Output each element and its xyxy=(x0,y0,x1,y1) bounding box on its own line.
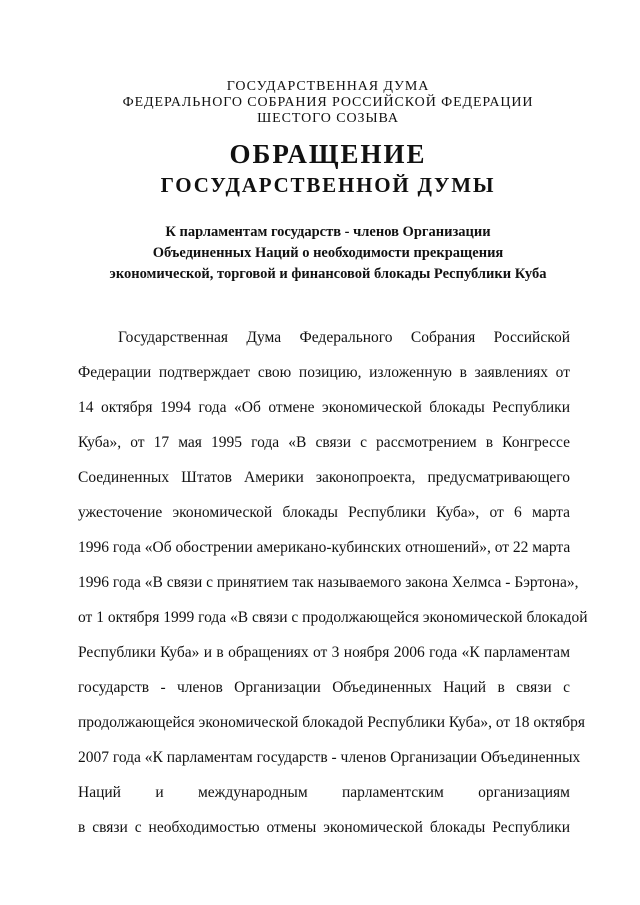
body-paragraph xyxy=(78,320,588,845)
addressee-line-1: К парламентам государств - членов Организации xyxy=(165,224,491,240)
document-subtitle: ГОСУДАРСТВЕННОЙ ДУМЫ xyxy=(160,173,496,197)
body-line: Государственная Дума Федерального Собрания Российской xyxy=(118,329,570,346)
body-line: 2007 года «К парламентам государств - членов Организации Объединенных xyxy=(78,749,581,766)
body-line: государств - членов Организации Объединенных Наций в связи с xyxy=(78,679,570,696)
body-line: в связи с необходимостью отмены экономической блокады Республики xyxy=(78,819,570,836)
body-line: Наций и международным парламентским организациям xyxy=(78,784,570,801)
addressee-block xyxy=(0,222,640,285)
body-line: Федерации подтверждает свою позицию, изложенную в заявлениях от xyxy=(78,364,570,381)
body-line: продолжающейся экономической блокадой Республики Куба», от 18 октября xyxy=(78,714,585,731)
body-line: ужесточение экономической блокады Республики Куба», от 6 марта xyxy=(78,504,570,521)
body-line: 14 октября 1994 года «Об отмене экономической блокады Республики xyxy=(78,399,570,416)
body-line: Куба», от 17 мая 1995 года «В связи с рассмотрением в Конгрессе xyxy=(78,434,570,451)
body-line: Соединенных Штатов Америки законопроекта, предусматривающего xyxy=(78,469,570,486)
body-line: 1996 года «Об обострении американо-кубинских отношений», от 22 марта xyxy=(78,539,571,556)
addressee-line-3: экономической, торговой и финансовой блокады Республики Куба xyxy=(109,266,547,282)
issuer-header xyxy=(0,79,640,127)
header-line-1: ГОСУДАРСТВЕННАЯ ДУМА xyxy=(226,79,430,94)
body-line: 1996 года «В связи с принятием так называемого закона Хелмса - Бэртона», xyxy=(78,574,579,591)
body-line: от 1 октября 1999 года «В связи с продолжающейся экономической блокадой xyxy=(78,609,588,626)
header-line-3: ШЕСТОГО СОЗЫВА xyxy=(257,111,399,126)
addressee-line-2: Объединенных Наций о необходимости прекращения xyxy=(152,245,504,261)
document-title: ОБРАЩЕНИЕ xyxy=(229,139,427,169)
body-line: Республики Куба» и в обращениях от 3 ноября 2006 года «К парламентам xyxy=(78,644,570,661)
header-line-2: ФЕДЕРАЛЬНОГО СОБРАНИЯ РОССИЙСКОЙ ФЕДЕРАЦИИ xyxy=(122,95,534,110)
